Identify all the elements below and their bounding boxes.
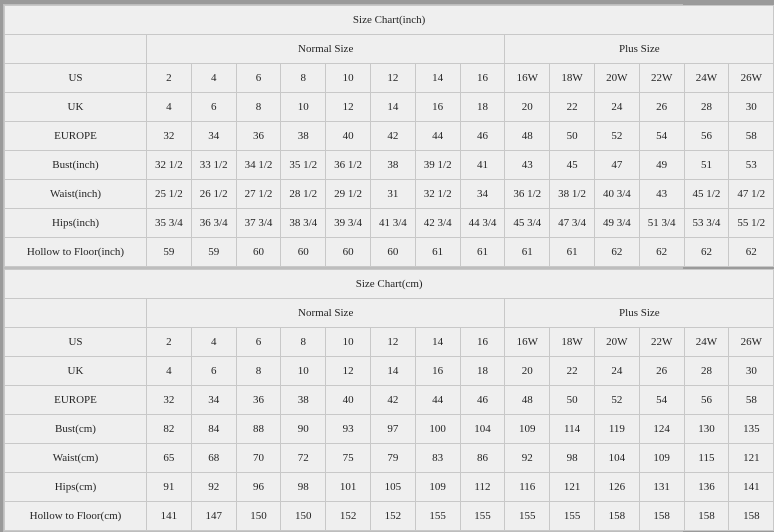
cell: 60 xyxy=(281,238,326,267)
cell: 12 xyxy=(326,357,371,386)
cell: 10 xyxy=(326,328,371,357)
cell: 96 xyxy=(236,473,281,502)
cell: 26 xyxy=(639,93,684,122)
cell: 6 xyxy=(236,64,281,93)
cell: 136 xyxy=(684,473,729,502)
cell: 42 3/4 xyxy=(415,209,460,238)
cell: 155 xyxy=(415,502,460,531)
cell: 116 xyxy=(505,473,550,502)
cell: 37 3/4 xyxy=(236,209,281,238)
cell: 36 1/2 xyxy=(326,151,371,180)
cell: 16 xyxy=(460,64,505,93)
cell: 6 xyxy=(191,357,236,386)
cell: 131 xyxy=(639,473,684,502)
chart-title-row xyxy=(5,270,774,299)
cell: 44 xyxy=(415,122,460,151)
cell: 36 xyxy=(236,122,281,151)
cell: 24W xyxy=(684,64,729,93)
cell: 61 xyxy=(460,238,505,267)
cell: 10 xyxy=(281,93,326,122)
cell: 58 xyxy=(729,386,774,415)
cell: 43 xyxy=(639,180,684,209)
cell: 28 1/2 xyxy=(281,180,326,209)
cell: 20W xyxy=(594,328,639,357)
cell: 8 xyxy=(236,93,281,122)
cell: 135 xyxy=(729,415,774,444)
cell: 20 xyxy=(505,93,550,122)
cell: 30 xyxy=(729,93,774,122)
cell: 28 xyxy=(684,93,729,122)
cell: 26 xyxy=(639,357,684,386)
cell: 97 xyxy=(370,415,415,444)
table-row xyxy=(5,444,774,473)
cell: 92 xyxy=(505,444,550,473)
cell: 70 xyxy=(236,444,281,473)
cell: 90 xyxy=(281,415,326,444)
cell: 59 xyxy=(147,238,192,267)
cell: 14 xyxy=(415,64,460,93)
cell: 34 1/2 xyxy=(236,151,281,180)
cell: 35 3/4 xyxy=(147,209,192,238)
cell: 4 xyxy=(191,64,236,93)
cell: 16W xyxy=(505,328,550,357)
cell: 61 xyxy=(415,238,460,267)
cell: 48 xyxy=(505,122,550,151)
cell: 36 3/4 xyxy=(191,209,236,238)
cell: 18W xyxy=(550,328,595,357)
cell: 8 xyxy=(281,64,326,93)
cell: 104 xyxy=(460,415,505,444)
row-label-uk: UK xyxy=(5,357,147,386)
cell: 34 xyxy=(191,122,236,151)
cell: 147 xyxy=(191,502,236,531)
size-chart-cm-table xyxy=(4,269,774,531)
cell: 22 xyxy=(550,357,595,386)
cell: 4 xyxy=(147,357,192,386)
table-row xyxy=(5,415,774,444)
cell: 22W xyxy=(639,328,684,357)
table-row xyxy=(5,238,774,267)
row-label-hips: Hips(cm) xyxy=(5,473,147,502)
cell: 6 xyxy=(191,93,236,122)
cell: 42 xyxy=(370,386,415,415)
size-chart-inch xyxy=(3,4,766,268)
cell: 35 1/2 xyxy=(281,151,326,180)
cell: 104 xyxy=(594,444,639,473)
cell: 47 3/4 xyxy=(550,209,595,238)
cell: 16W xyxy=(505,64,550,93)
cell: 40 xyxy=(326,122,371,151)
cell: 38 xyxy=(281,122,326,151)
cell: 54 xyxy=(639,386,684,415)
cell: 152 xyxy=(326,502,371,531)
row-label-europe: EUROPE xyxy=(5,122,147,151)
cell: 45 xyxy=(550,151,595,180)
cell: 42 xyxy=(370,122,415,151)
cell: 2 xyxy=(147,328,192,357)
size-chart-inch-table xyxy=(4,5,774,267)
corner-cell xyxy=(5,299,147,328)
cell: 38 1/2 xyxy=(550,180,595,209)
cell: 83 xyxy=(415,444,460,473)
cell: 28 xyxy=(684,357,729,386)
group-plus-size: Plus Size xyxy=(505,299,774,328)
cell: 24W xyxy=(684,328,729,357)
cell: 141 xyxy=(729,473,774,502)
cell: 88 xyxy=(236,415,281,444)
cell: 115 xyxy=(684,444,729,473)
cell: 60 xyxy=(370,238,415,267)
chart-title: Size Chart(cm) xyxy=(5,270,774,299)
cell: 121 xyxy=(729,444,774,473)
cell: 41 3/4 xyxy=(370,209,415,238)
cell: 38 3/4 xyxy=(281,209,326,238)
cell: 47 1/2 xyxy=(729,180,774,209)
cell: 109 xyxy=(505,415,550,444)
cell: 45 1/2 xyxy=(684,180,729,209)
cell: 33 1/2 xyxy=(191,151,236,180)
cell: 91 xyxy=(147,473,192,502)
cell: 158 xyxy=(594,502,639,531)
cell: 58 xyxy=(729,122,774,151)
group-normal-size: Normal Size xyxy=(147,299,505,328)
cell: 121 xyxy=(550,473,595,502)
cell: 53 xyxy=(729,151,774,180)
cell: 44 xyxy=(415,386,460,415)
cell: 16 xyxy=(415,93,460,122)
cell: 47 xyxy=(594,151,639,180)
cell: 20 xyxy=(505,357,550,386)
cell: 32 1/2 xyxy=(415,180,460,209)
cell: 16 xyxy=(460,328,505,357)
cell: 31 xyxy=(370,180,415,209)
cell: 43 xyxy=(505,151,550,180)
cell: 49 3/4 xyxy=(594,209,639,238)
cell: 41 xyxy=(460,151,505,180)
cell: 130 xyxy=(684,415,729,444)
cell: 14 xyxy=(415,328,460,357)
cell: 20W xyxy=(594,64,639,93)
table-row xyxy=(5,357,774,386)
group-header-row xyxy=(5,35,774,64)
cell: 4 xyxy=(147,93,192,122)
cell: 8 xyxy=(236,357,281,386)
cell: 24 xyxy=(594,357,639,386)
cell: 39 1/2 xyxy=(415,151,460,180)
cell: 18 xyxy=(460,93,505,122)
cell: 82 xyxy=(147,415,192,444)
cell: 60 xyxy=(236,238,281,267)
cell: 29 1/2 xyxy=(326,180,371,209)
cell: 18 xyxy=(460,357,505,386)
cell: 26W xyxy=(729,328,774,357)
cell: 62 xyxy=(594,238,639,267)
group-plus-size: Plus Size xyxy=(505,35,774,64)
table-row xyxy=(5,386,774,415)
table-row xyxy=(5,122,774,151)
row-label-waist: Waist(cm) xyxy=(5,444,147,473)
group-header-row xyxy=(5,299,774,328)
row-label-waist: Waist(inch) xyxy=(5,180,147,209)
cell: 112 xyxy=(460,473,505,502)
cell: 109 xyxy=(415,473,460,502)
cell: 26W xyxy=(729,64,774,93)
table-row xyxy=(5,502,774,531)
cell: 24 xyxy=(594,93,639,122)
cell: 14 xyxy=(370,93,415,122)
cell: 150 xyxy=(236,502,281,531)
cell: 44 3/4 xyxy=(460,209,505,238)
cell: 45 3/4 xyxy=(505,209,550,238)
cell: 53 3/4 xyxy=(684,209,729,238)
cell: 98 xyxy=(281,473,326,502)
cell: 126 xyxy=(594,473,639,502)
cell: 40 xyxy=(326,386,371,415)
cell: 34 xyxy=(460,180,505,209)
cell: 54 xyxy=(639,122,684,151)
cell: 18W xyxy=(550,64,595,93)
row-label-us: US xyxy=(5,328,147,357)
table-row xyxy=(5,64,774,93)
cell: 62 xyxy=(729,238,774,267)
cell: 119 xyxy=(594,415,639,444)
cell: 12 xyxy=(370,328,415,357)
cell: 4 xyxy=(191,328,236,357)
cell: 46 xyxy=(460,386,505,415)
cell: 56 xyxy=(684,386,729,415)
table-row xyxy=(5,93,774,122)
cell: 36 1/2 xyxy=(505,180,550,209)
cell: 32 1/2 xyxy=(147,151,192,180)
cell: 86 xyxy=(460,444,505,473)
cell: 152 xyxy=(370,502,415,531)
table-row xyxy=(5,180,774,209)
cell: 38 xyxy=(370,151,415,180)
group-normal-size: Normal Size xyxy=(147,35,505,64)
cell: 155 xyxy=(505,502,550,531)
row-label-hollow-to-floor: Hollow to Floor(inch) xyxy=(5,238,147,267)
cell: 98 xyxy=(550,444,595,473)
cell: 27 1/2 xyxy=(236,180,281,209)
cell: 39 3/4 xyxy=(326,209,371,238)
cell: 22 xyxy=(550,93,595,122)
cell: 155 xyxy=(550,502,595,531)
cell: 62 xyxy=(684,238,729,267)
cell: 158 xyxy=(729,502,774,531)
cell: 36 xyxy=(236,386,281,415)
cell: 52 xyxy=(594,386,639,415)
cell: 100 xyxy=(415,415,460,444)
cell: 93 xyxy=(326,415,371,444)
cell: 40 3/4 xyxy=(594,180,639,209)
cell: 46 xyxy=(460,122,505,151)
cell: 51 xyxy=(684,151,729,180)
cell: 60 xyxy=(326,238,371,267)
row-label-bust: Bust(inch) xyxy=(5,151,147,180)
cell: 59 xyxy=(191,238,236,267)
row-label-hollow-to-floor: Hollow to Floor(cm) xyxy=(5,502,147,531)
cell: 124 xyxy=(639,415,684,444)
table-row xyxy=(5,328,774,357)
cell: 10 xyxy=(281,357,326,386)
cell: 50 xyxy=(550,122,595,151)
row-label-us: US xyxy=(5,64,147,93)
cell: 158 xyxy=(684,502,729,531)
cell: 150 xyxy=(281,502,326,531)
table-row xyxy=(5,151,774,180)
cell: 158 xyxy=(639,502,684,531)
cell: 51 3/4 xyxy=(639,209,684,238)
cell: 48 xyxy=(505,386,550,415)
cell: 32 xyxy=(147,386,192,415)
cell: 50 xyxy=(550,386,595,415)
cell: 14 xyxy=(370,357,415,386)
cell: 61 xyxy=(550,238,595,267)
cell: 56 xyxy=(684,122,729,151)
row-label-europe: EUROPE xyxy=(5,386,147,415)
cell: 79 xyxy=(370,444,415,473)
cell: 65 xyxy=(147,444,192,473)
cell: 26 1/2 xyxy=(191,180,236,209)
chart-title: Size Chart(inch) xyxy=(5,6,774,35)
row-label-bust: Bust(cm) xyxy=(5,415,147,444)
cell: 75 xyxy=(326,444,371,473)
cell: 141 xyxy=(147,502,192,531)
cell: 114 xyxy=(550,415,595,444)
cell: 22W xyxy=(639,64,684,93)
chart-title-row xyxy=(5,6,774,35)
cell: 38 xyxy=(281,386,326,415)
cell: 72 xyxy=(281,444,326,473)
table-row xyxy=(5,209,774,238)
cell: 55 1/2 xyxy=(729,209,774,238)
cell: 16 xyxy=(415,357,460,386)
cell: 109 xyxy=(639,444,684,473)
cell: 105 xyxy=(370,473,415,502)
cell: 61 xyxy=(505,238,550,267)
cell: 2 xyxy=(147,64,192,93)
corner-cell xyxy=(5,35,147,64)
cell: 155 xyxy=(460,502,505,531)
cell: 62 xyxy=(639,238,684,267)
cell: 10 xyxy=(326,64,371,93)
cell: 25 1/2 xyxy=(147,180,192,209)
cell: 34 xyxy=(191,386,236,415)
cell: 12 xyxy=(326,93,371,122)
cell: 84 xyxy=(191,415,236,444)
cell: 6 xyxy=(236,328,281,357)
cell: 12 xyxy=(370,64,415,93)
row-label-uk: UK xyxy=(5,93,147,122)
cell: 30 xyxy=(729,357,774,386)
cell: 52 xyxy=(594,122,639,151)
cell: 32 xyxy=(147,122,192,151)
cell: 92 xyxy=(191,473,236,502)
row-label-hips: Hips(inch) xyxy=(5,209,147,238)
cell: 8 xyxy=(281,328,326,357)
table-row xyxy=(5,473,774,502)
cell: 49 xyxy=(639,151,684,180)
cell: 68 xyxy=(191,444,236,473)
size-chart-cm xyxy=(3,268,763,532)
cell: 101 xyxy=(326,473,371,502)
